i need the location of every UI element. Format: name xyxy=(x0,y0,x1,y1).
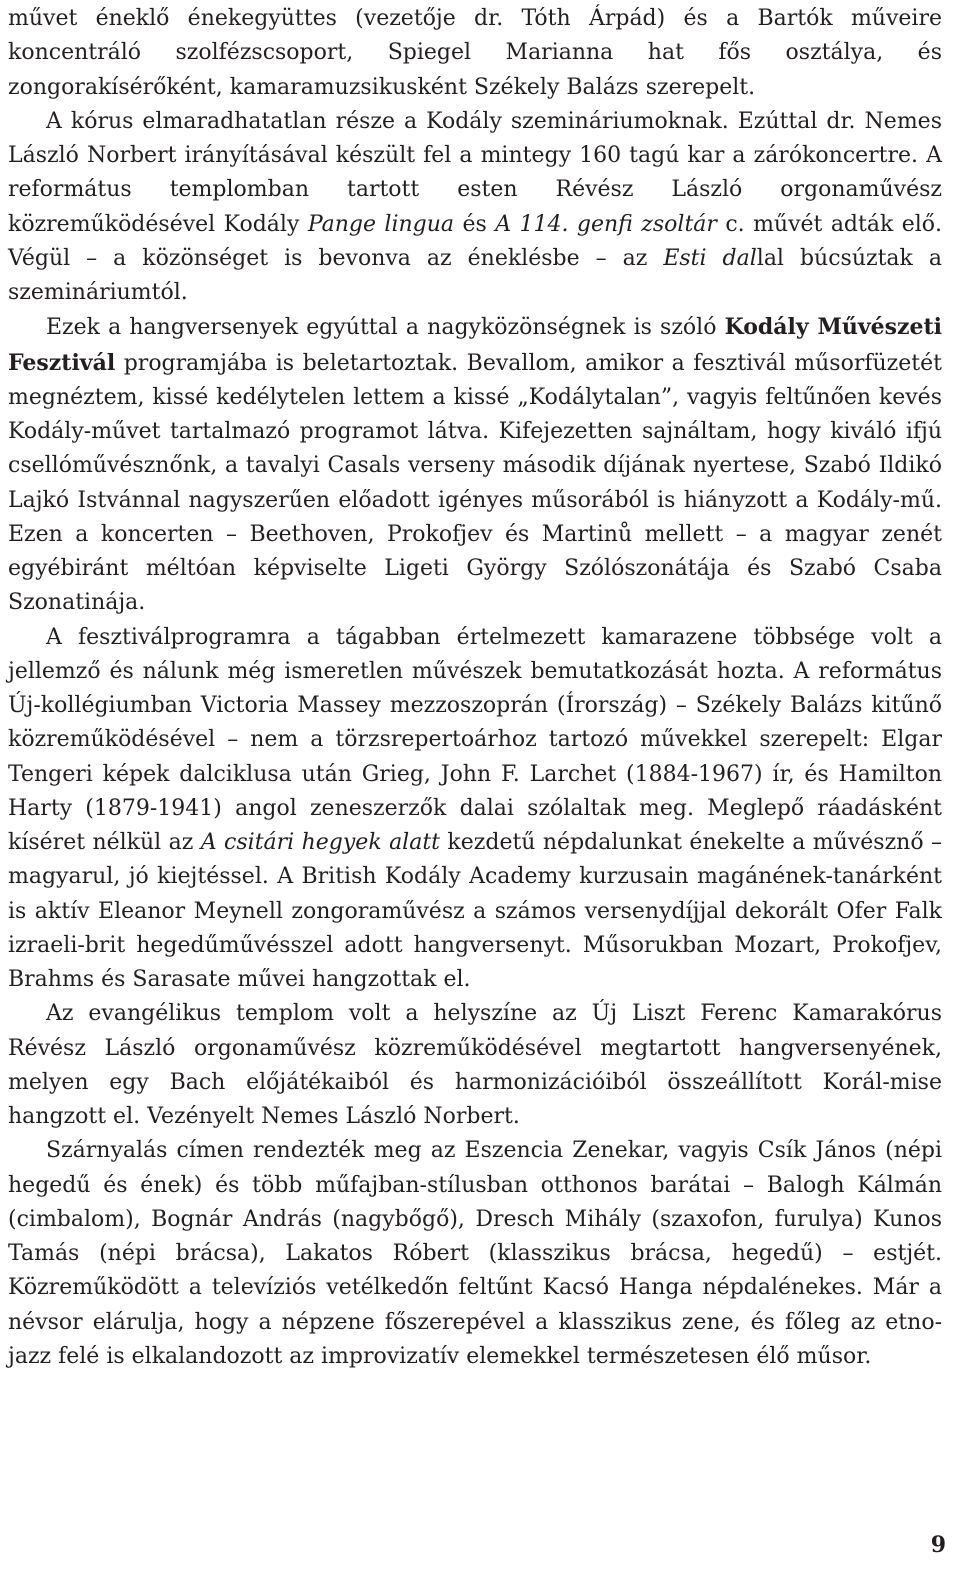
paragraph-4: A fesztiválprogramra a tágabban értelmezett kamarazene többsége volt a jellemző és nálunk még ismeretlen művészek bemutatkozását hozta. A református Új-kollégiumban Victoria Massey mezzoszoprán (Írország) – Székely Balázs kitűnő közreműködésével – nem a törzsrepertoárhoz tartozó művekkel szerepelt: Elgar Tengeri képek dalciklusa után Grieg, John F. Larchet (1884-1967) ír, és Hamilton Harty (1879-1941) angol zeneszerzők dalai szólaltak meg. Meglepő ráadásként kíséret nélkül az A csitári hegyek alatt kezdetű népdalunkat énekelte a művésznő – magyarul, jó kiejtéssel. A British Kodály Academy kurzusain magánének-tanárként is aktív Eleanor Meynell zongoraművész a számos versenydíjjal dekorált Ofer Falk izraeli-brit hegedűművésszel adott hangversenyt. Műsorukban Mozart, Prokofjev, Brahms és Sarasate művei hangzottak el. xyxy=(8,624,942,992)
song-title-csitari: A csitári hegyek alatt xyxy=(200,830,441,855)
work-title-genfi-zsoltar: A 114. genfi zsoltár xyxy=(495,211,717,237)
work-title-esti-dal: Esti dal xyxy=(663,245,757,271)
work-title-pange-lingua: Pange lingua xyxy=(307,211,455,237)
article-body xyxy=(8,2,942,1374)
paragraph-5: Az evangélikus templom volt a helyszíne az Új Liszt Ferenc Kamarakórus Révész László orgonaművész közreműködésével megtartott hangversenyének, melyen egy Bach előjátékaiból és harmonizációiból összeállított Korál-mise hangzott el. Vezényelt Nemes László Norbert. xyxy=(8,1001,942,1129)
festival-name: Kodály Művészeti Fesztivál xyxy=(8,314,943,376)
paragraph-1: művet éneklő énekegyüttes (vezetője dr. Tóth Árpád) és a Bartók műveire koncentráló szolfézscsoport, Spiegel Marianna hat fős osztálya, és zongorakísérőként, kamaramuzsikusként Székely Balázs szerepelt. xyxy=(8,6,942,100)
page-number: 9 xyxy=(930,1532,946,1558)
paragraph-6: Szárnyalás címen rendezték meg az Eszencia Zenekar, vagyis Csík János (népi hegedű és ének) és több műfajban-stílusban otthonos barátai – Balogh Kálmán (cimbalom), Bognár András (nagybőgő), Dresch Mihály (szaxofon, furulya) Kunos Tamás (népi brácsa), Lakatos Róbert (klasszikus brácsa, hegedű) – estjét. Közreműködött a televíziós vetélkedőn feltűnt Kacsó Hanga népdalénekes. Már a névsor elárulja, hogy a népzene főszerepével a klasszikus zene, és főleg az etno-jazz felé is elkalandozott az improvizatív elemekkel természetesen élő műsor. xyxy=(8,1138,942,1369)
paragraph-3: Ezek a hangversenyek egyúttal a nagyközönségnek is szóló Kodály Művészeti Fesztivál programjába is beletartoztak. Bevallom, amikor a fesztivál műsorfüzetét megnéztem, kissé kedélytelen lettem a kissé „Kodálytalan”, vagyis feltűnően kevés Kodály-művet tartalmazó programot látva. Kifejezetten sajnáltam, hogy kiváló ifjú csellóművésznőnk, a tavalyi Casals verseny második díjának nyertese, Szabó Ildikó Lajkó Istvánnal nagyszerűen előadott igényes műsorából is hiányzott a Kodály-mű. Ezen a koncerten – Beethoven, Prokofjev és Martinů mellett – a magyar zenét egyébiránt méltóan képviselte Ligeti György Szólószonátája és Szabó Csaba Szonatinája. xyxy=(8,314,943,616)
paragraph-2: A kórus elmaradhatatlan része a Kodály szemináriumoknak. Ezúttal dr. Nemes László Norbert irányításával készült fel a mintegy 160 tagú kar a zárókoncertre. A református templomban tartott esten Révész László orgonaművész közreműködésével Kodály Pange lingua és A 114. genfi zsoltár c. művét adták elő. Végül – a közönséget is bevonva az éneklésbe – az Esti dallal búcsúztak a szemináriumtól. xyxy=(8,108,943,305)
